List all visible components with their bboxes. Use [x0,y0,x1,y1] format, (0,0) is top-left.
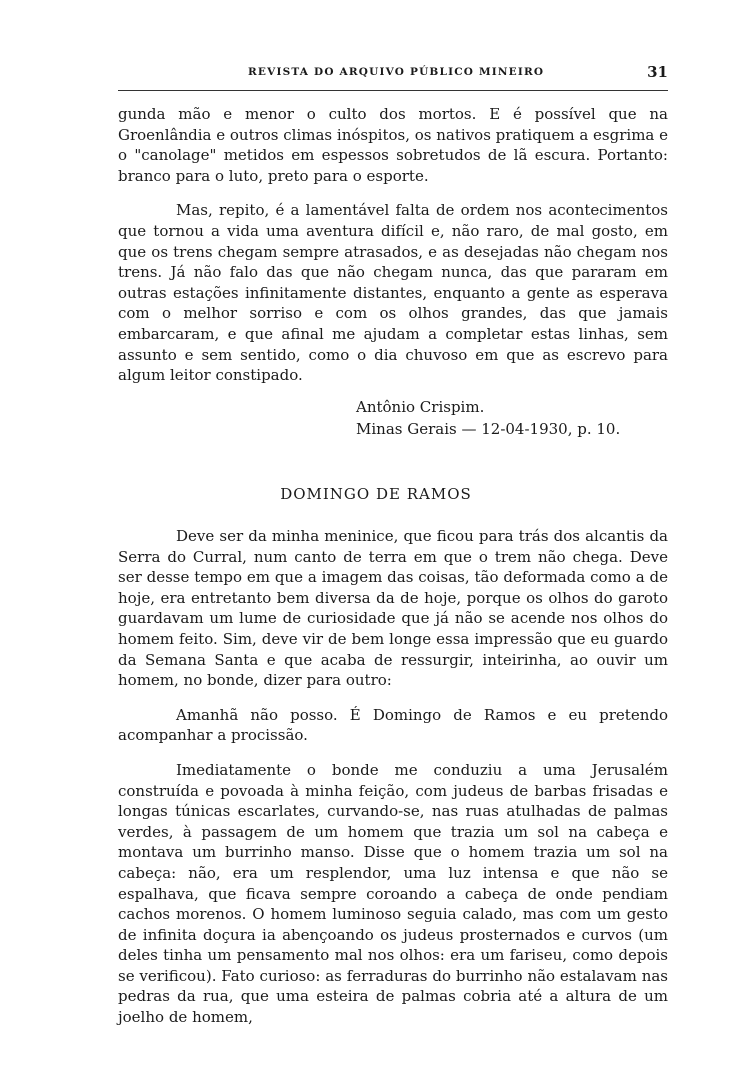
article2-paragraph-1: Deve ser da minha meninice, que ficou para trás dos alcantis da Serra do Curral, num canto de terra em que o trem não chega. Deve ser desse tempo em que a imagem das coisas, tão deformada como a de hoje, era entretanto bem diversa da de hoje, porque os olhos do garoto guardavam um lume de curiosidade que já não se acende nos olhos do homem feito. Sim, deve vir de bem longe essa impressão que eu guardo da Semana Santa e que acaba de ressurgir, inteirinha, ao ouvir um homem, no bonde, dizer para outro: [118,527,668,690]
signature-source: Minas Gerais — 12-04-1930, p. 10. [356,420,621,438]
article2-title: DOMINGO DE RAMOS [280,485,472,503]
article2-paragraph-3: Imediatamente o bonde me conduziu a uma Jerusalém construída e povoada à minha feição, com judeus de barbas frisadas e longas túnicas escarlates, curvando-se, nas ruas atulhadas de palmas verdes, à passagem de um homem que trazia um sol na cabeça e montava um burrinho manso. Disse que o homem trazia um sol na cabeça: não, era um resplendor, uma luz intensa e que não se espalhava, que ficava sempre coroando a cabeça de onde pendiam cachos morenos. O homem luminoso seguia calado, mas com um gesto de infinita doçura ia abençoando os judeus prosternados e curvos (um deles tinha um pensamento mal nos olhos: era um fariseu, como depois se verificou). Fato curioso: as ferraduras do burrinho não estalavam nas pedras da rua, que uma esteira de palmas cobria até a altura de um joelho de homem, [118,760,668,1027]
article2-body [118,526,668,1028]
signature-block [356,396,620,440]
article1-paragraph-1: gunda mão e menor o culto dos mortos. E é possível que na Groenlândia e outros climas inóspitos, os nativos pratiquem a esgrima e o "canolage" metidos em espessos sobretudos de lã escura. Portanto: branco para o luto, preto para o esporte. [118,105,669,185]
article1-paragraph-2: Mas, repito, é a lamentável falta de ordem nos acontecimentos que tornou a vida uma aventura difícil e, não raro, de mal gosto, em que os trens chegam sempre atrasados, e as desejadas não chegam nos trens. Já não falo das que não chegam nunca, das que pararam em outras estações infinitamente distantes, enquanto a gente as esperava com o melhor sorriso e com os olhos grandes, das que jamais embarcaram, e que afinal me ajudam a completar estas linhas, sem assunto e sem sentido, como o dia chuvoso em que as escrevo para algum leitor constipado. [118,201,668,385]
journal-title: REVISTA DO ARQUIVO PÚBLICO MINEIRO [248,66,545,78]
page-number: 31 [647,63,668,81]
article2-paragraph-2: Amanhã não posso. É Domingo de Ramos e eu pretendo acompanhar a procissão. [118,705,668,745]
running-header [118,60,668,91]
article1-body [118,104,668,386]
signature-name: Antônio Crispim. [356,398,485,416]
